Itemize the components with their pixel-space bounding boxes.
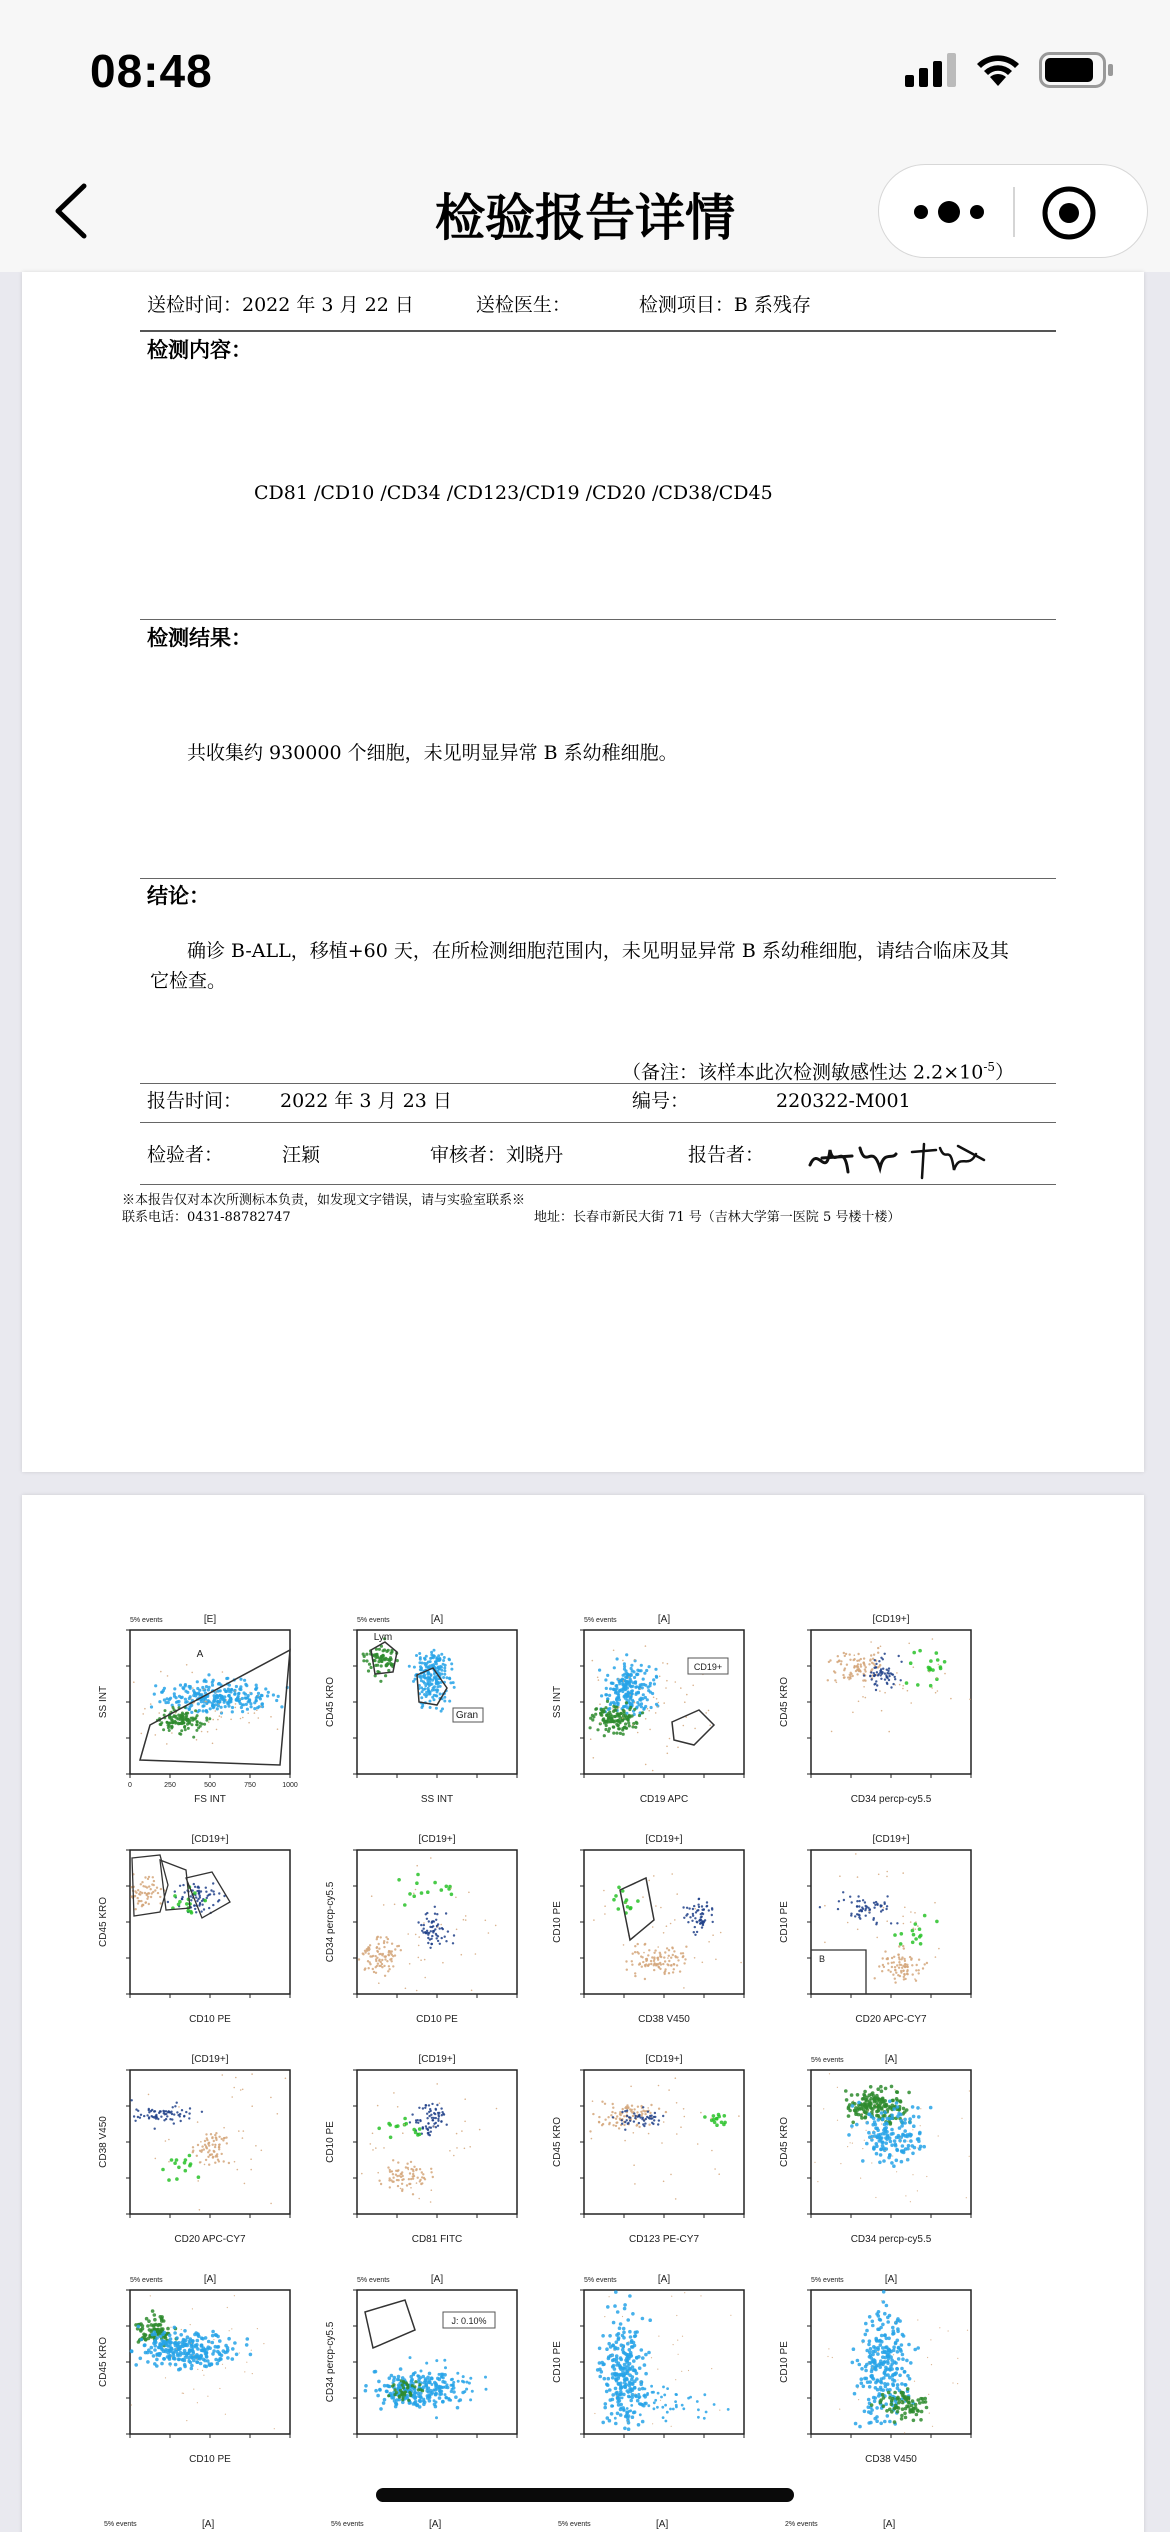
divider [140, 1184, 1056, 1185]
plot-title: [A] [657, 1614, 671, 1625]
note-text: （备注：该样本此次检测敏感性达 2.2×10 [622, 1061, 984, 1084]
plot-events-label: 5% events [357, 2277, 390, 2284]
plot-title: [A] [430, 1614, 444, 1625]
y-axis-label: SS INT [98, 1685, 109, 1719]
y-axis-label: CD45 KRO [325, 1676, 336, 1728]
plot-title: [CD19+] [872, 1834, 910, 1845]
y-axis-label: CD38 V450 [98, 2116, 109, 2168]
x-axis-label: CD38 V450 [638, 2014, 690, 2025]
close-mini-program-icon[interactable] [1039, 183, 1099, 243]
x-axis-label: CD34 percp-cy5.5 [850, 2234, 932, 2245]
result-text: 共收集约 930000 个细胞，未见明显异常 B 系幼稚细胞。 [187, 742, 678, 764]
flow-plot [544, 1602, 764, 1806]
status-time: 08:48 [90, 45, 213, 97]
flow-plot [90, 2042, 310, 2246]
disclaimer: ※本报告仅对本次所测标本负责，如发现文字错误，请与实验室联系※ [122, 1193, 526, 1208]
note-end: ） [995, 1061, 1015, 1084]
flow-plot [90, 1602, 310, 1806]
x-tick-label: 250 [164, 1782, 176, 1789]
x-axis-label: CD10 PE [189, 2014, 231, 2025]
plot-title: [A] [203, 2274, 217, 2285]
y-axis-label: CD10 PE [325, 2121, 336, 2163]
status-bar [0, 0, 1170, 150]
plot-title: [A] [202, 2519, 215, 2530]
page-title: 检验报告详情 [435, 189, 735, 247]
plot-title: [A] [656, 2519, 669, 2530]
plot-title: [CD19+] [418, 1834, 456, 1845]
report-time-value: 2022 年 3 月 23 日 [280, 1090, 452, 1112]
gate-label-gran: Gran [455, 1710, 479, 1721]
plot-title: [A] [430, 2274, 444, 2285]
plot-frame [584, 2290, 744, 2434]
flow-plot [771, 1822, 991, 2026]
plot-frame [357, 1850, 517, 1994]
y-axis-label: CD34 percp-cy5.5 [325, 2321, 336, 2403]
inspector-value: 汪颖 [282, 1144, 321, 1166]
y-axis-label: CD45 KRO [779, 1676, 790, 1728]
x-axis-label: FS INT [194, 1794, 226, 1805]
y-axis-label: SS INT [552, 1685, 563, 1719]
flow-plot [317, 1822, 537, 2026]
gate-label: CD19+ [693, 1662, 723, 1672]
flow-plot [544, 2262, 764, 2466]
x-axis-label: CD38 V450 [865, 2454, 917, 2465]
plot-title: [CD19+] [191, 1834, 229, 1845]
x-axis-label: CD20 APC-CY7 [174, 2234, 246, 2245]
gate-label-lym: Lym [373, 1632, 393, 1643]
y-axis-label: CD10 PE [779, 1901, 790, 1943]
plot-frame [584, 2070, 744, 2214]
plot-title: [E] [203, 1614, 217, 1625]
conclusion-title: 结论： [147, 883, 210, 908]
plot-events-label: 5% events [130, 2277, 163, 2284]
report-page-2 [22, 1495, 1144, 2532]
flow-plot [771, 2262, 991, 2466]
reviewer: 审核者：刘晓丹 [430, 1144, 564, 1166]
x-tick-label: 500 [204, 1782, 216, 1789]
cellular-signal-icon [905, 53, 957, 87]
plot-events-label: 5% events [104, 2521, 137, 2528]
divider [140, 1083, 1056, 1084]
phone: 联系电话：0431-88782747 [122, 1210, 291, 1225]
inspector-label: 检验者： [147, 1144, 224, 1166]
plot-title: [CD19+] [645, 2054, 683, 2065]
wifi-icon [975, 53, 1021, 87]
result-title: 检测结果： [147, 625, 252, 650]
nav-bar [0, 150, 1170, 272]
gate-label: A [196, 1649, 204, 1660]
divider [140, 878, 1056, 879]
plot-title: [A] [884, 2054, 898, 2065]
x-tick-label: 0 [128, 1782, 132, 1789]
flow-plot [544, 2042, 764, 2246]
plot-title: [A] [884, 2274, 898, 2285]
mini-program-capsule [878, 164, 1148, 258]
y-axis-label: CD45 KRO [552, 2116, 563, 2168]
plot-events-label: 5% events [584, 2277, 617, 2284]
y-axis-label: CD10 PE [552, 2341, 563, 2383]
plot-events-label: 5% events [811, 2057, 844, 2064]
address: 地址：长春市新民大街 71 号（吉林大学第一医院 5 号楼十楼） [534, 1210, 901, 1225]
x-axis-label: CD123 PE-CY7 [628, 2234, 700, 2245]
plot-events-label: 2% events [785, 2521, 818, 2528]
plot-title: [CD19+] [872, 1614, 910, 1625]
plot-events-label: 5% events [558, 2521, 591, 2528]
y-axis-label: CD45 KRO [779, 2116, 790, 2168]
flow-plot [544, 1822, 764, 2026]
plot-frame [130, 1850, 290, 1994]
note-exponent: -5 [983, 1060, 996, 1074]
send-time: 送检时间：2022 年 3 月 22 日 [147, 294, 414, 316]
content-title: 检测内容： [147, 337, 252, 362]
y-axis-label: CD45 KRO [98, 2336, 109, 2388]
x-tick-label: 1000 [282, 1782, 298, 1789]
flow-plot [317, 1602, 537, 1806]
plot-title: [A] [429, 2519, 442, 2530]
x-axis-label: CD34 percp-cy5.5 [850, 1794, 932, 1805]
plot-frame [130, 2070, 290, 2214]
plot-events-label: 5% events [357, 1617, 390, 1624]
y-axis-label: CD34 percp-cy5.5 [325, 1881, 336, 1963]
x-axis-label: CD81 FITC [411, 2234, 463, 2245]
flow-plot [317, 2262, 537, 2466]
plot-events-label: 5% events [331, 2521, 364, 2528]
reporter-label: 报告者： [688, 1144, 765, 1166]
flow-plot [317, 2042, 537, 2246]
x-axis-label: SS INT [420, 1794, 454, 1805]
plot-events-label: 5% events [130, 1617, 163, 1624]
gate-label: J: 0.10% [451, 2316, 487, 2326]
conclusion-text-1: 确诊 B-ALL，移植+60 天，在所检测细胞范围内，未见明显异常 B 系幼稚细胞，请结合临床及其 [187, 940, 1009, 962]
plot-title: [CD19+] [418, 2054, 456, 2065]
plot-frame [357, 1630, 517, 1774]
x-axis-label: CD10 PE [416, 2014, 458, 2025]
plot-events-label: 5% events [811, 2277, 844, 2284]
plot-frame [357, 2070, 517, 2214]
flow-plot [771, 1602, 991, 1806]
send-doctor: 送检医生： [475, 294, 571, 316]
y-axis-label: CD10 PE [552, 1901, 563, 1943]
report-page-1 [22, 272, 1144, 1472]
plot-title: [CD19+] [191, 2054, 229, 2065]
markers-text: CD81 /CD10 /CD34 /CD123/CD19 /CD20 /CD38/CD45 [254, 482, 773, 504]
plot-title: [CD19+] [645, 1834, 683, 1845]
x-axis-label: CD10 PE [189, 2454, 231, 2465]
flow-plot [771, 2042, 991, 2246]
report-time-label: 报告时间： [147, 1090, 243, 1112]
plot-events-label: 5% events [584, 1617, 617, 1624]
number-value: 220322-M001 [776, 1090, 911, 1112]
divider [140, 1122, 1056, 1123]
divider [140, 330, 1056, 332]
status-icons [905, 52, 1115, 88]
home-indicator[interactable] [376, 2488, 794, 2502]
test-item: 检测项目：B 系残存 [638, 294, 811, 316]
gate-label: B [819, 1954, 826, 1964]
divider [140, 619, 1056, 620]
x-axis-label: CD19 APC [639, 1794, 689, 1805]
flow-plot [90, 1822, 310, 2026]
reporter-signature [800, 1130, 1000, 1190]
x-axis-label: CD20 APC-CY7 [855, 2014, 927, 2025]
y-axis-label: CD45 KRO [98, 1896, 109, 1948]
battery-icon [1039, 52, 1115, 88]
capsule-divider [1013, 187, 1015, 237]
number-label: 编号： [632, 1090, 690, 1112]
send-info-row [147, 290, 811, 317]
more-icon[interactable] [909, 195, 989, 229]
y-axis-label: CD10 PE [779, 2341, 790, 2383]
plot-frame [811, 1630, 971, 1774]
plot-title: [A] [883, 2519, 896, 2530]
conclusion-text-2: 它检查。 [150, 970, 227, 992]
flow-plot [90, 2262, 310, 2466]
x-tick-label: 750 [244, 1782, 256, 1789]
plot-title: [A] [657, 2274, 671, 2285]
